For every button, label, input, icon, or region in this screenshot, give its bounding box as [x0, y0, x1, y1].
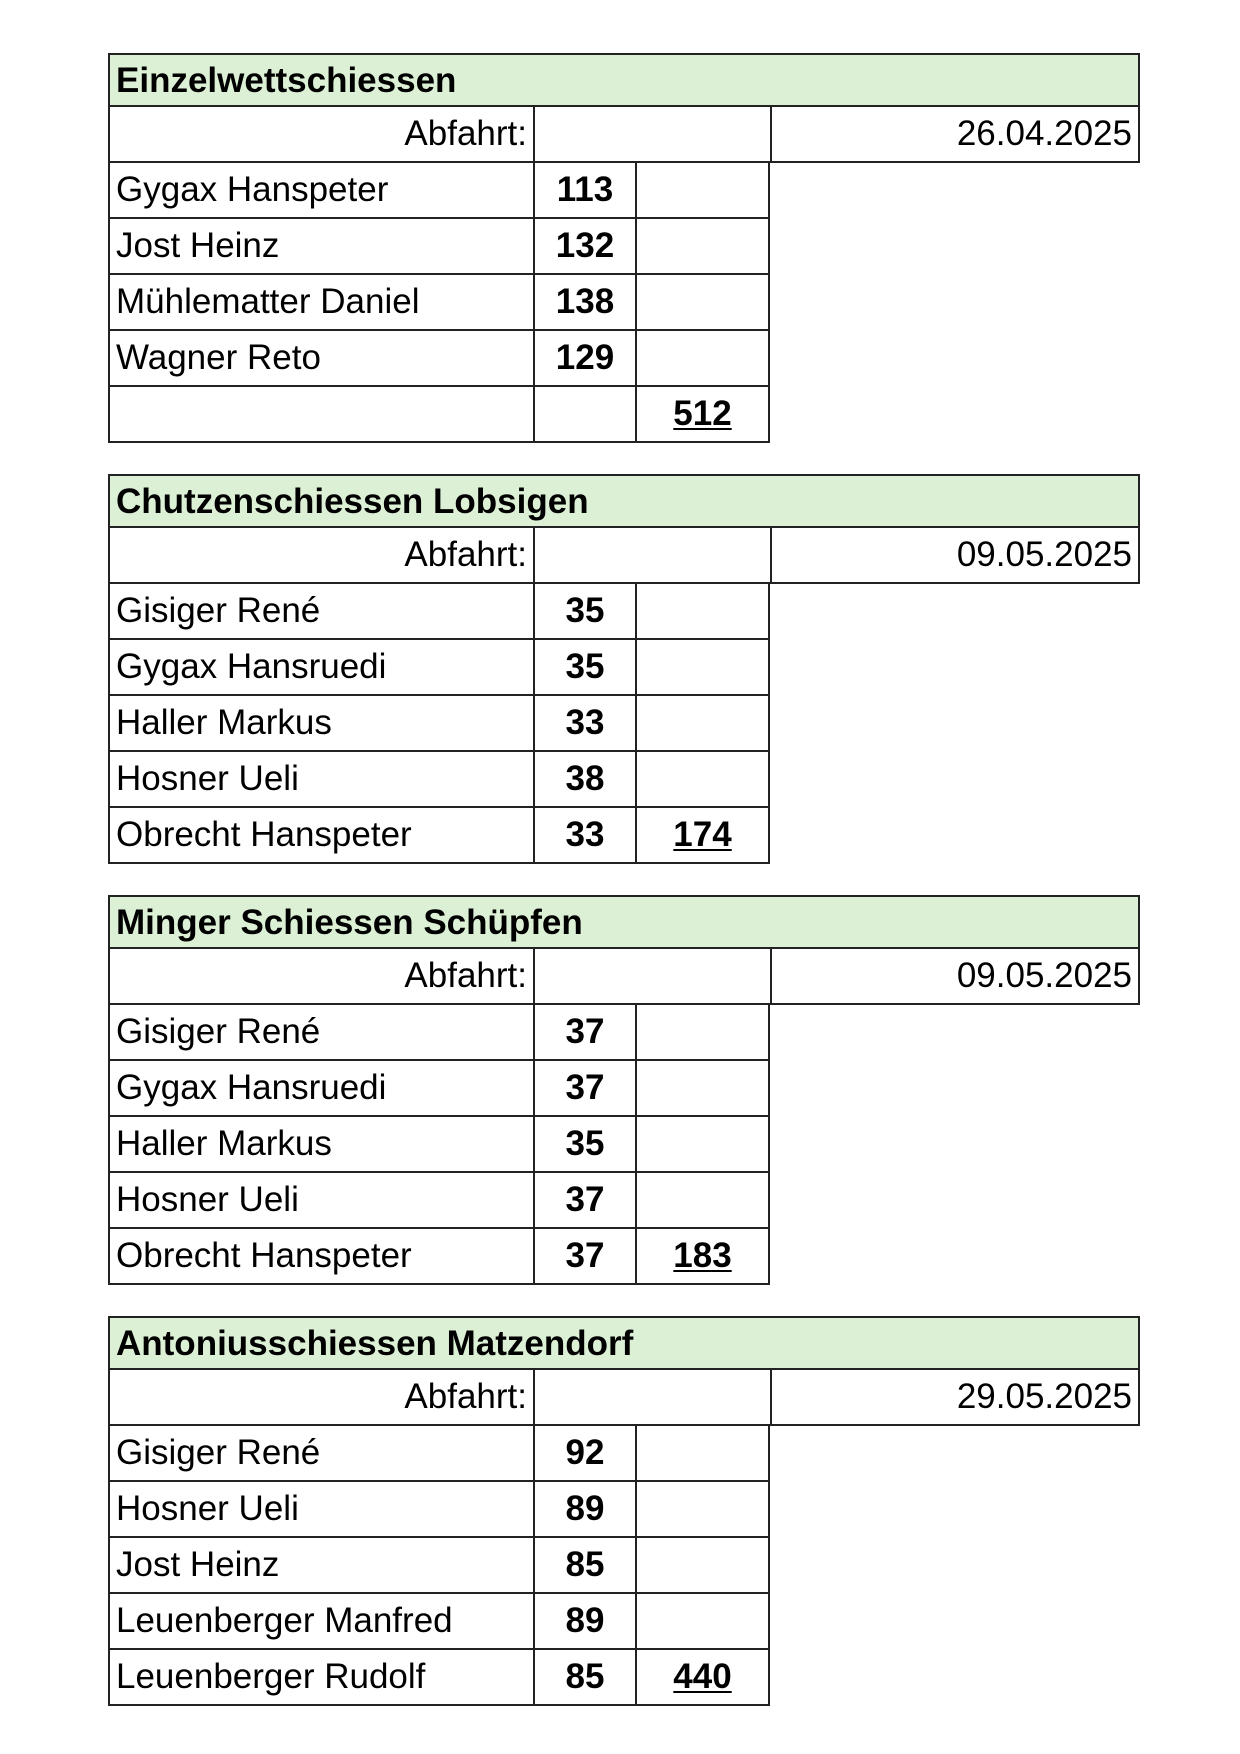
participant-score: 132 — [533, 219, 635, 275]
total-row — [108, 387, 1140, 443]
participant-name: Obrecht Hanspeter — [108, 1229, 533, 1285]
total-cell — [635, 1426, 770, 1482]
participant-row — [108, 584, 1140, 640]
total-cell — [635, 1229, 770, 1285]
participant-score: 138 — [533, 275, 635, 331]
participant-score: 35 — [533, 1117, 635, 1173]
participant-name: Gygax Hanspeter — [108, 163, 533, 219]
participant-score: 89 — [533, 1482, 635, 1538]
participant-row — [108, 1650, 1140, 1706]
participant-score: 129 — [533, 331, 635, 387]
total-cell — [635, 387, 770, 443]
total-cell — [635, 219, 770, 275]
competition-table — [108, 895, 1140, 1285]
participant-name: Hosner Ueli — [108, 1173, 533, 1229]
participant-row — [108, 1061, 1140, 1117]
participant-row — [108, 275, 1140, 331]
participant-name: Haller Markus — [108, 696, 533, 752]
participant-score: 33 — [533, 696, 635, 752]
total-cell — [635, 1650, 770, 1706]
competition-title: Chutzenschiessen Lobsigen — [108, 474, 1140, 528]
departure-row — [108, 1370, 1140, 1426]
participant-row — [108, 1173, 1140, 1229]
participant-row — [108, 808, 1140, 864]
participant-name: Gisiger René — [108, 1005, 533, 1061]
participant-row — [108, 1482, 1140, 1538]
departure-label: Abfahrt: — [108, 107, 533, 163]
total-cell — [635, 275, 770, 331]
participant-row — [108, 219, 1140, 275]
participant-row — [108, 1117, 1140, 1173]
departure-time-cell — [533, 949, 770, 1005]
competition-title: Einzelwettschiessen — [108, 53, 1140, 107]
results-sheet — [108, 53, 1140, 1737]
total-cell — [635, 1005, 770, 1061]
competition-date: 09.05.2025 — [770, 949, 1140, 1005]
total-cell — [635, 1061, 770, 1117]
participant-score: 33 — [533, 808, 635, 864]
participant-score: 85 — [533, 1538, 635, 1594]
participant-score: 35 — [533, 640, 635, 696]
participant-name: Obrecht Hanspeter — [108, 808, 533, 864]
participant-name: Jost Heinz — [108, 219, 533, 275]
total-cell — [635, 584, 770, 640]
participant-row — [108, 1594, 1140, 1650]
participant-name: Gygax Hansruedi — [108, 640, 533, 696]
total-cell — [635, 752, 770, 808]
participant-score: 37 — [533, 1229, 635, 1285]
participant-row — [108, 1229, 1140, 1285]
participant-score: 85 — [533, 1650, 635, 1706]
total-cell — [635, 1173, 770, 1229]
participant-row — [108, 163, 1140, 219]
participant-name: Gygax Hansruedi — [108, 1061, 533, 1117]
participant-score: 92 — [533, 1426, 635, 1482]
total-cell — [635, 1482, 770, 1538]
competition-table — [108, 474, 1140, 864]
competition-table — [108, 53, 1140, 443]
total-cell — [635, 1594, 770, 1650]
total-cell — [635, 163, 770, 219]
participant-row — [108, 640, 1140, 696]
participant-row — [108, 696, 1140, 752]
participant-row — [108, 1005, 1140, 1061]
team-total: 440 — [673, 1657, 732, 1696]
participant-score: 35 — [533, 584, 635, 640]
competition-date: 29.05.2025 — [770, 1370, 1140, 1426]
participant-name: Leuenberger Rudolf — [108, 1650, 533, 1706]
departure-row — [108, 107, 1140, 163]
participant-name: Wagner Reto — [108, 331, 533, 387]
participant-score: 38 — [533, 752, 635, 808]
total-cell — [635, 1117, 770, 1173]
participant-row — [108, 752, 1140, 808]
participant-name: Hosner Ueli — [108, 1482, 533, 1538]
participant-score: 113 — [533, 163, 635, 219]
departure-time-cell — [533, 107, 770, 163]
competition-title: Minger Schiessen Schüpfen — [108, 895, 1140, 949]
competition-table — [108, 1316, 1140, 1706]
participant-score: 37 — [533, 1005, 635, 1061]
departure-time-cell — [533, 528, 770, 584]
participant-row — [108, 1538, 1140, 1594]
participant-score: 89 — [533, 1594, 635, 1650]
total-cell — [635, 808, 770, 864]
participant-name: Mühlematter Daniel — [108, 275, 533, 331]
total-cell — [635, 331, 770, 387]
departure-row — [108, 528, 1140, 584]
participant-name: Gisiger René — [108, 1426, 533, 1482]
participant-name: Leuenberger Manfred — [108, 1594, 533, 1650]
team-total: 174 — [673, 815, 732, 854]
participant-row — [108, 331, 1140, 387]
team-total: 183 — [673, 1236, 732, 1275]
participant-score: 37 — [533, 1173, 635, 1229]
participant-row — [108, 1426, 1140, 1482]
total-cell — [635, 696, 770, 752]
participant-name — [108, 387, 533, 443]
participant-name: Haller Markus — [108, 1117, 533, 1173]
departure-label: Abfahrt: — [108, 528, 533, 584]
participant-name: Gisiger René — [108, 584, 533, 640]
departure-time-cell — [533, 1370, 770, 1426]
total-cell — [635, 1538, 770, 1594]
competition-date: 09.05.2025 — [770, 528, 1140, 584]
team-total: 512 — [673, 394, 732, 433]
participant-score: 37 — [533, 1061, 635, 1117]
departure-row — [108, 949, 1140, 1005]
departure-label: Abfahrt: — [108, 949, 533, 1005]
participant-name: Jost Heinz — [108, 1538, 533, 1594]
participant-name: Hosner Ueli — [108, 752, 533, 808]
departure-label: Abfahrt: — [108, 1370, 533, 1426]
competition-title: Antoniusschiessen Matzendorf — [108, 1316, 1140, 1370]
competition-date: 26.04.2025 — [770, 107, 1140, 163]
participant-score — [533, 387, 635, 443]
total-cell — [635, 640, 770, 696]
